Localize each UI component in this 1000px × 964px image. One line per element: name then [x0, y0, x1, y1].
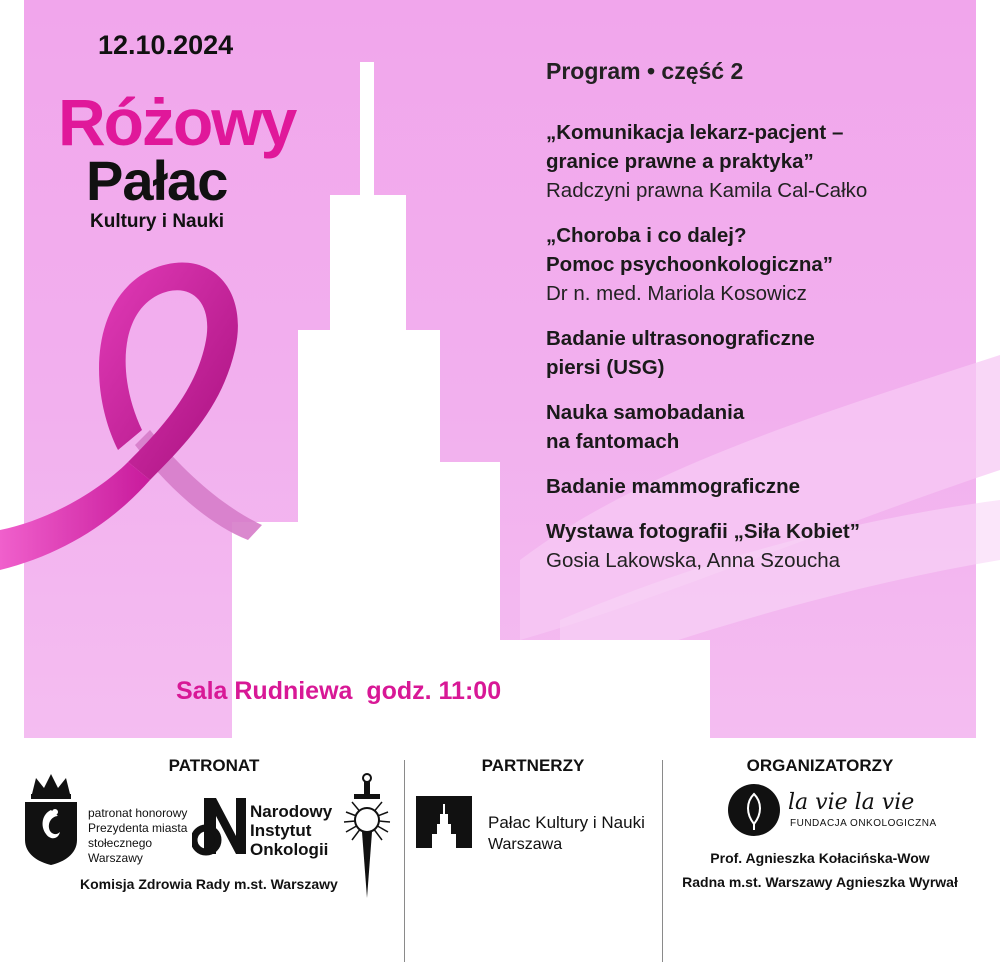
logo-palac: Pałac [86, 149, 228, 212]
program-item-title: „Komunikacja lekarz-pacjent – [546, 121, 844, 144]
warsaw-patronage-line: stołecznego [88, 836, 153, 850]
program-item-communication [546, 118, 976, 205]
organizer-brand-subtitle: FUNDACJA ONKOLOGICZNA [790, 818, 937, 829]
health-commission: Komisja Zdrowia Rady m.st. Warszawy [80, 876, 338, 892]
nio-logo-icon [192, 796, 250, 856]
pink-ribbon-icon [0, 240, 300, 620]
program-item-exhibition [546, 517, 976, 575]
lavielavie-logo-icon [728, 784, 780, 836]
organizer-person: Radna m.st. Warszawy Agnieszka Wyrwał [682, 874, 958, 890]
program-item-self-exam [546, 398, 976, 456]
program-item-psychooncology [546, 221, 976, 308]
program-item-speaker: Dr n. med. Mariola Kosowicz [546, 282, 807, 305]
logo-rozowy: Różowy [58, 85, 296, 159]
program-item-title: Nauka samobadania [546, 401, 745, 424]
nio-name [250, 802, 332, 859]
program-item-title: Pomoc psychoonkologiczna” [546, 253, 834, 276]
partner-city: Warszawa [488, 836, 563, 853]
palace-silhouette-icon [416, 796, 472, 848]
nio-name-line: Narodowy [250, 802, 333, 821]
organizer-person: Prof. Agnieszka Kołacińska-Wow [710, 850, 930, 866]
program-item-title: granice prawne a praktyka” [546, 150, 814, 173]
organizer-brand: la vie la vie [788, 790, 915, 815]
program-item-title: Wystawa fotografii „Siła Kobiet” [546, 520, 860, 543]
warsaw-patronage-line: Warszawy [88, 851, 143, 865]
nio-name-line: Onkologii [250, 840, 329, 859]
program-item-title: piersi (USG) [546, 356, 665, 379]
partner-name: Pałac Kultury i Nauki [488, 813, 645, 832]
venue-time: Sala Rudniewa godz. 11:00 [176, 677, 502, 705]
warsaw-patronage-line: Prezydenta miasta [88, 821, 188, 835]
program-list [546, 118, 976, 591]
partnerzy-heading: PARTNERZY [481, 756, 585, 775]
program-item-title: Badanie ultrasonograficzne [546, 327, 815, 350]
warsaw-patronage-line: patronat honorowy [88, 806, 188, 820]
warsaw-coat-of-arms-icon [22, 770, 80, 866]
program-item-title: na fantomach [546, 430, 680, 453]
event-date: 12.10.2024 [98, 30, 234, 60]
program-item-speaker: Radczyni prawna Kamila Cal-Całko [546, 179, 868, 202]
pto-dagger-emblem-icon [342, 772, 392, 900]
nio-name-line: Instytut [250, 821, 312, 840]
warsaw-patronage-text [88, 806, 187, 866]
footer-divider [404, 760, 405, 962]
patronat-heading: PATRONAT [168, 756, 260, 775]
program-item-speaker: Gosia Lakowska, Anna Szoucha [546, 549, 841, 572]
program-item-mammography [546, 472, 976, 501]
program-title: Program • część 2 [546, 58, 744, 84]
program-item-title: „Choroba i co dalej? [546, 224, 747, 247]
program-item-usg [546, 324, 976, 382]
organizatorzy-heading: ORGANIZATORZY [746, 756, 894, 775]
logo-kultury-i-nauki: Kultury i Nauki [90, 211, 225, 232]
program-item-title: Badanie mammograficzne [546, 475, 801, 498]
